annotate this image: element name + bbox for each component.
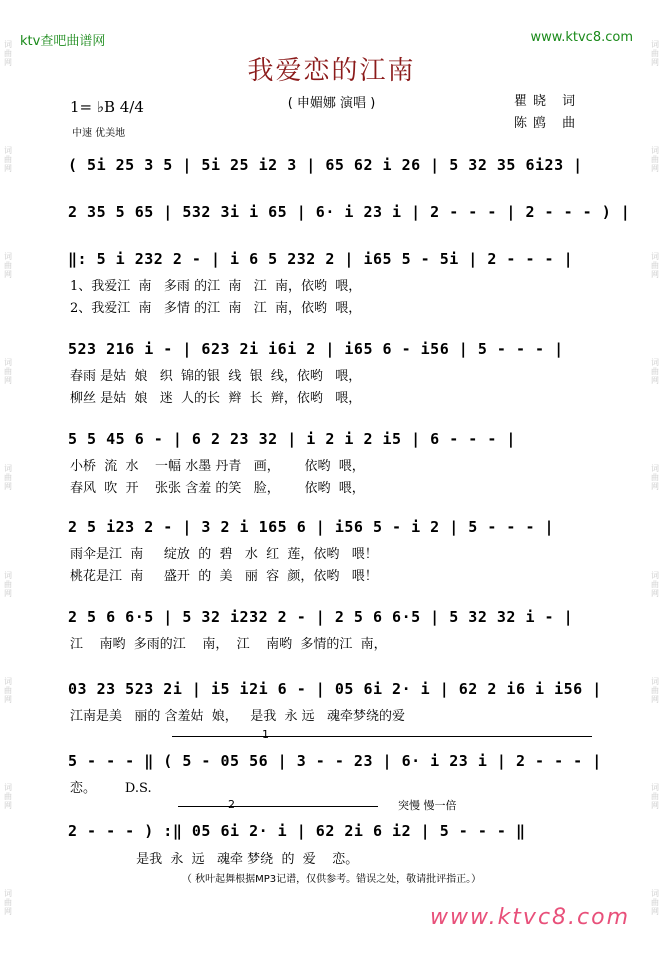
singer-credit: ( 申媚娜 演唱 ) — [287, 96, 376, 111]
left-watermark-strip: 词曲网 词曲网 词曲网 词曲网 词曲网 词曲网 词曲网 词曲网 词曲网 — [3, 39, 13, 917]
right-watermark-strip: 词曲网 词曲网 词曲网 词曲网 词曲网 词曲网 词曲网 词曲网 词曲网 — [650, 39, 660, 917]
notation-row: 2 - - - ) :‖ 05 6i 2· i | 62 2i 6 i2 | 5 - - - ‖ — [68, 822, 526, 840]
lyric-line: 桃花是江 南 盛开 的 美 丽 容 颜，依哟 喂！ — [70, 569, 378, 584]
volta-bracket-2 — [178, 806, 378, 807]
lyric-line: 柳丝 是姑 娘 迷 人的长 辫 长 辫，依哟 喂， — [70, 391, 362, 406]
notation-row: 5 - - - ‖ ( 5 - 05 56 | 3 - - 23 | 6· i 23 i | 2 - - - | — [68, 752, 602, 770]
volta-number-1: 1 — [262, 728, 269, 741]
volta-bracket-1 — [172, 736, 592, 737]
lyric-line: 春雨 是姑 娘 织 锦的银 线 银 线，依哟 喂， — [70, 369, 362, 384]
lyric-line: 1、我爱江 南 多雨 的江 南 江 南，依哟 喂， — [70, 279, 362, 294]
key-signature: 1= ♭B 4/4 — [70, 98, 144, 116]
lyric-line: 小桥 流 水 一幅 水墨 丹青 画， 依哟 喂， — [70, 459, 365, 474]
lyric-line: 江 南哟 多雨的江 南， 江 南哟 多情的江 南， — [70, 637, 387, 652]
lyric-line: 是我 永 远 魂牵 梦绕 的 爱 恋。 — [70, 852, 359, 867]
notation-row: ( 5i 25 3 5 | 5i 25 i2 3 | 65 62 i 26 | 5 32 35 6i23 | — [68, 156, 583, 174]
volta-number-2: 2 — [228, 798, 235, 811]
notation-row: 5 5 45 6 - | 6 2 23 32 | i 2 i 2 i5 | 6 - - - | — [68, 430, 516, 448]
tempo-marking: 中速 优美地 — [72, 128, 126, 139]
song-title: 我爱恋的江南 — [247, 56, 416, 86]
notation-row: 03 23 523 2i | i5 i2i 6 - | 05 6i 2· i | 62 2 i6 i i56 | — [68, 680, 602, 698]
lyric-line: 2、我爱江 南 多情 的江 南 江 南，依哟 喂， — [70, 301, 362, 316]
notation-row: 523 216 i - | 623 2i i6i 2 | i65 6 - i56 | 5 - - - | — [68, 340, 564, 358]
composer-credit: 陈鸥 曲 — [514, 116, 582, 131]
notation-row: 2 35 5 65 | 532 3i i 65 | 6· i 23 i | 2 - - - | 2 - - - ) | — [68, 203, 631, 221]
site-name-left[interactable]: ktv查吧曲谱网 — [20, 34, 106, 49]
lyric-line: 江南是美 丽的 含羞姑 娘， 是我 永 远 魂牵梦绕的爱 — [70, 709, 405, 724]
lyric-line: 春风 吹 开 张张 含羞 的笑 脸， 依哟 喂， — [70, 481, 365, 496]
lyric-line: 恋。 D.S. — [70, 781, 152, 796]
transcription-note: （ 秋叶起舞根据MP3记谱，仅供参考。错误之处，敬请批评指正。） — [181, 874, 482, 885]
slowdown-marking: 突慢 慢一倍 — [398, 799, 457, 812]
notation-row: 2 5 6 6·5 | 5 32 i232 2 - | 2 5 6 6·5 | 5 32 32 i - | — [68, 608, 574, 626]
site-url-right[interactable]: www.ktvc8.com — [530, 30, 633, 45]
lyric-line: 雨伞是江 南 绽放 的 碧 水 红 莲，依哟 喂！ — [70, 547, 378, 562]
footer-logo: www.ktvc8.com — [430, 905, 631, 930]
notation-row: ‖: 5 i 232 2 - | i 6 5 232 2 | i65 5 - 5i | 2 - - - | — [68, 250, 574, 268]
notation-row: 2 5 i23 2 - | 3 2 i 165 6 | i56 5 - i 2 | 5 - - - | — [68, 518, 555, 536]
lyricist-credit: 瞿晓 词 — [514, 94, 582, 109]
